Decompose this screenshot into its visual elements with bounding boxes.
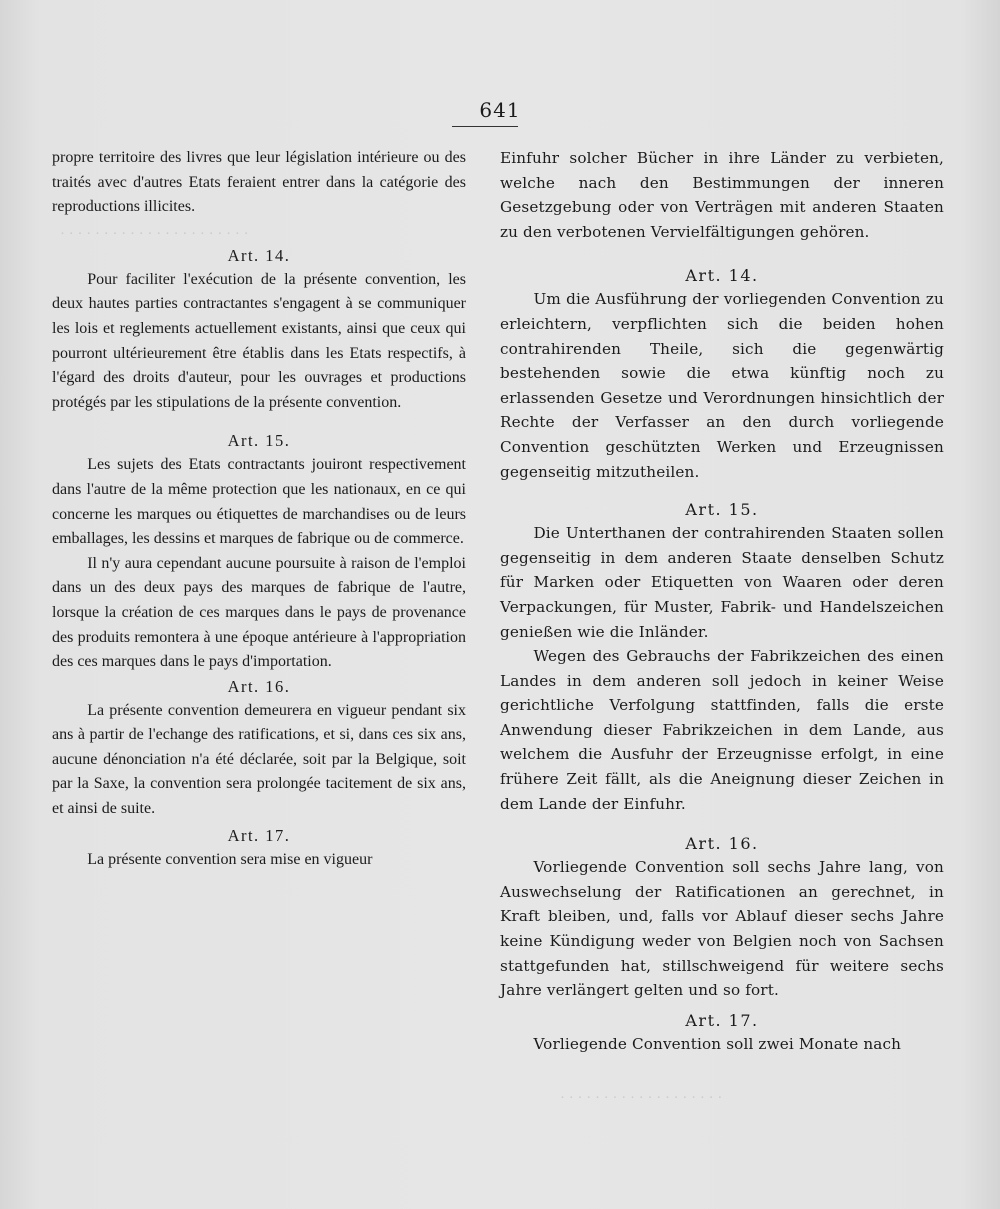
french-column [52,146,466,872]
page-number: 641 [479,98,521,122]
german-column [500,146,944,1056]
french-art17-heading: Art. 17. [227,825,291,845]
show-through-text: · · · · · · · · · · · · · · · · · · · [560,1090,723,1106]
german-art15-paragraph-2: Wegen des Gebrauchs der Fabrikzeichen des einen Landes in dem anderen soll jedoch in keiner Weise gerichtliche Verfolgung stattfinden, falls die erste Anwendung dieser Fabrikzeichen in dem Lande, aus welchem die Ausfuhr der Erzeugnisse erfolgt, in eine frühere Zeit fällt, als die Aneignung dieser Zeichen in dem Lande der Einfuhr. [500,647,944,813]
german-intro-paragraph: Einfuhr solcher Bücher in ihre Länder zu verbieten, welche nach den Bestimmungen der inneren Gesetzgebung oder von Verträgen mit anderen Staaten zu den verbotenen Vervielfältigungen gehören. [500,149,944,241]
french-art15-paragraph-1: Les sujets des Etats contractants jouiront respectivement dans l'autre de la même protection que les nationaux, en ce qui concerne les marques ou étiquettes de marchandises ou de leurs emballages, les dessins et marques de fabrique ou de commerce. [52,456,466,548]
german-art16-heading: Art. 16. [685,834,759,854]
german-art17-paragraph: Vorliegende Convention soll zwei Monate nach [533,1034,902,1053]
german-art15-paragraph-1: Die Unterthanen der contrahirenden Staaten sollen gegenseitig in dem anderen Staate denselben Schutz für Marken oder Etiquetten von Waaren oder deren Verpackungen, für Muster, Fabrik- und Handelszeichen genießen wie die Inländer. [500,524,944,641]
french-art16-paragraph: La présente convention demeurera en vigueur pendant six ans à partir de l'echange des ratifications, et si, dans ces six ans, aucune dénonciation n'a été déclarée, soit par la Belgique, soit par la Saxe, la convention sera prolongée tacitement de six ans, et ainsi de suite. [52,701,466,818]
german-art15-heading: Art. 15. [685,500,759,520]
german-art17-heading: Art. 17. [685,1010,759,1030]
french-art14-paragraph: Pour faciliter l'exécution de la présente convention, les deux hautes parties contractantes s'engagent à se communiquer les lois et reglements actuellement existants, ainsi que ceux qui pourront ultérieurement être établis dans les Etats respectifs, à l'égard des droits d'auteur, pour les ouvrages et productions protégés par les stipulations de la présente convention. [52,270,466,411]
page-number-rule [452,126,518,127]
french-art15-heading: Art. 15. [227,431,291,451]
german-art14-paragraph: Um die Ausführung der vorliegenden Convention zu erleichtern, verpflichten sich die beiden hohen contrahirenden Theile, sich die gegenwärtig bestehenden sowie die etwa künftig noch zu erlassenden Gesetze und Verordnungen hinsichtlich der Rechte der Verfasser an den durch vorliegende Convention geschützten Werken und Erzeugnissen gegenseitig mitzutheilen. [500,290,944,481]
german-art16-paragraph: Vorliegende Convention soll sechs Jahre lang, von Auswechselung der Ratificationen an gerechnet, in Kraft bleiben, und, falls vor Ablauf dieser sechs Jahre keine Kündigung weder von Belgien noch von Sachsen stattgefunden hat, stillschweigend für weitere sechs Jahre verlängert gelten und so fort. [500,858,944,1000]
show-through-text: · · · · · · · · · · · · · · · · · · · · · · [60,226,249,242]
french-art15-paragraph-2: Il n'y aura cependant aucune poursuite à raison de l'emploi dans un des deux pays des marques de fabrique de l'autre, lorsque la création de ces marques dans le pays de provenance des produits remontera à une époque antérieure à l'appropriation des ces marques dans le pays d'importation. [52,554,466,671]
french-art14-heading: Art. 14. [227,245,291,265]
german-art14-heading: Art. 14. [685,266,759,286]
french-art17-paragraph: La présente convention sera mise en vigueur [87,850,373,868]
french-intro-paragraph: propre territoire des livres que leur législation intérieure ou des traités avec d'autres Etats feraient entrer dans la catégorie des reproductions illicites. [52,149,466,216]
french-art16-heading: Art. 16. [227,676,291,696]
